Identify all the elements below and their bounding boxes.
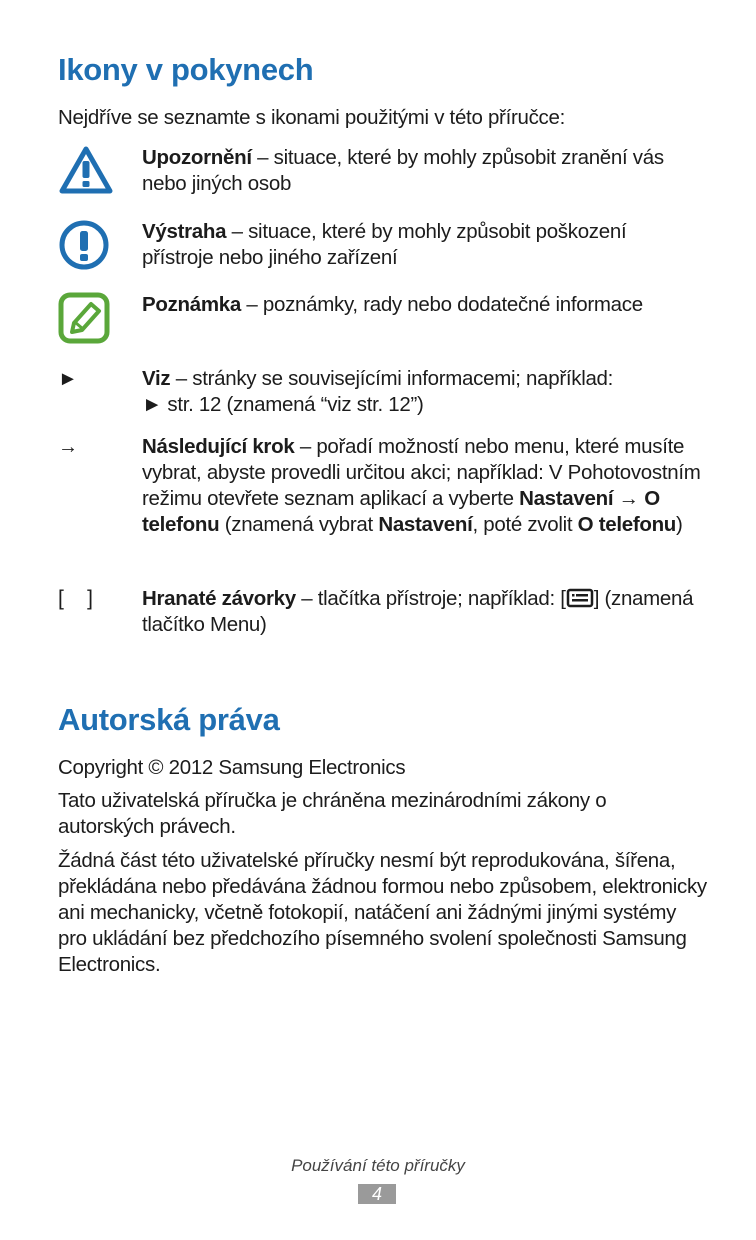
icons-section-title: Ikony v pokynech [58, 52, 314, 87]
caution-description [142, 219, 702, 271]
refer-description [142, 366, 702, 418]
next-step-end-text: ) [676, 513, 683, 536]
brackets-description [142, 586, 702, 638]
note-description [142, 292, 702, 318]
refer-text: – stránky se souvisejícími informacemi; například: [170, 367, 614, 390]
refer-marker: ► [58, 368, 78, 390]
next-step-example-second: O telefonu [142, 487, 660, 536]
next-step-mid-text2: , poté zvolit [472, 513, 578, 536]
refer-term: Viz [142, 367, 171, 390]
copyright-section-title: Autorská práva [58, 702, 280, 737]
warning-triangle-icon [58, 145, 128, 204]
next-step-end-term: O telefonu [577, 513, 677, 536]
page-number-badge: 4 [358, 1184, 396, 1204]
note-text: – poznámky, rady nebo dodatečné informace [241, 293, 643, 316]
menu-key-icon [566, 588, 594, 608]
next-step-description [142, 434, 702, 538]
next-step-example-first: Nastavení [519, 487, 614, 510]
copyright-line: Copyright © 2012 Samsung Electronics [58, 756, 406, 779]
icons-intro: Nejdříve se seznamte s ikonami použitými v této příručce: [58, 106, 565, 129]
note-pencil-icon [58, 292, 128, 351]
warning-text: – situace, které by mohly způsobit zranění vás nebo jiných osob [142, 146, 664, 195]
copyright-paragraph-2: Žádná část této uživatelské příručky nesmí být reprodukována, šířena, překládána nebo předávána žádnou formou nebo způsobem, elektronicky ani mechanicky, včetně fotokopií, natáčení ani žádnými jinými systémy pro ukládání bez předchozího písemného svolení společnosti Samsung Electronics. [58, 849, 707, 976]
copyright-paragraph-1: Tato uživatelská příručka je chráněna mezinárodními zákony o autorských právech. [58, 789, 607, 838]
exclamation-circle-icon [58, 219, 128, 278]
next-step-mid-term: Nastavení [378, 513, 473, 536]
next-step-marker: → [58, 436, 78, 458]
warning-description [142, 145, 702, 197]
note-term: Poznámka [142, 293, 241, 316]
brackets-term: Hranaté závorky [142, 587, 296, 610]
caution-text: – situace, které by mohly způsobit poškození přístroje nebo jiného zařízení [142, 220, 627, 269]
refer-example: ► str. 12 (znamená “viz str. 12”) [142, 393, 424, 416]
brackets-text: – tlačítka přístroje; například: [ [295, 587, 566, 610]
footer-caption: Používání této příručky [291, 1156, 465, 1175]
next-step-text: – pořadí možností nebo menu, které musíte vybrat, abyste provedli určitou akci; například: V Pohotovostním režimu otevřete seznam aplikací a vyberte [142, 435, 701, 510]
brackets-text-after: ] (znamená tlačítko Menu) [142, 587, 694, 636]
next-step-example-arrow: → [613, 487, 645, 510]
next-step-mid-text: (znamená vybrat [219, 513, 379, 536]
next-step-term: Následující krok [142, 435, 295, 458]
warning-term: Upozornění [142, 146, 252, 169]
caution-term: Výstraha [142, 220, 227, 243]
brackets-marker: [ ] [58, 587, 94, 610]
